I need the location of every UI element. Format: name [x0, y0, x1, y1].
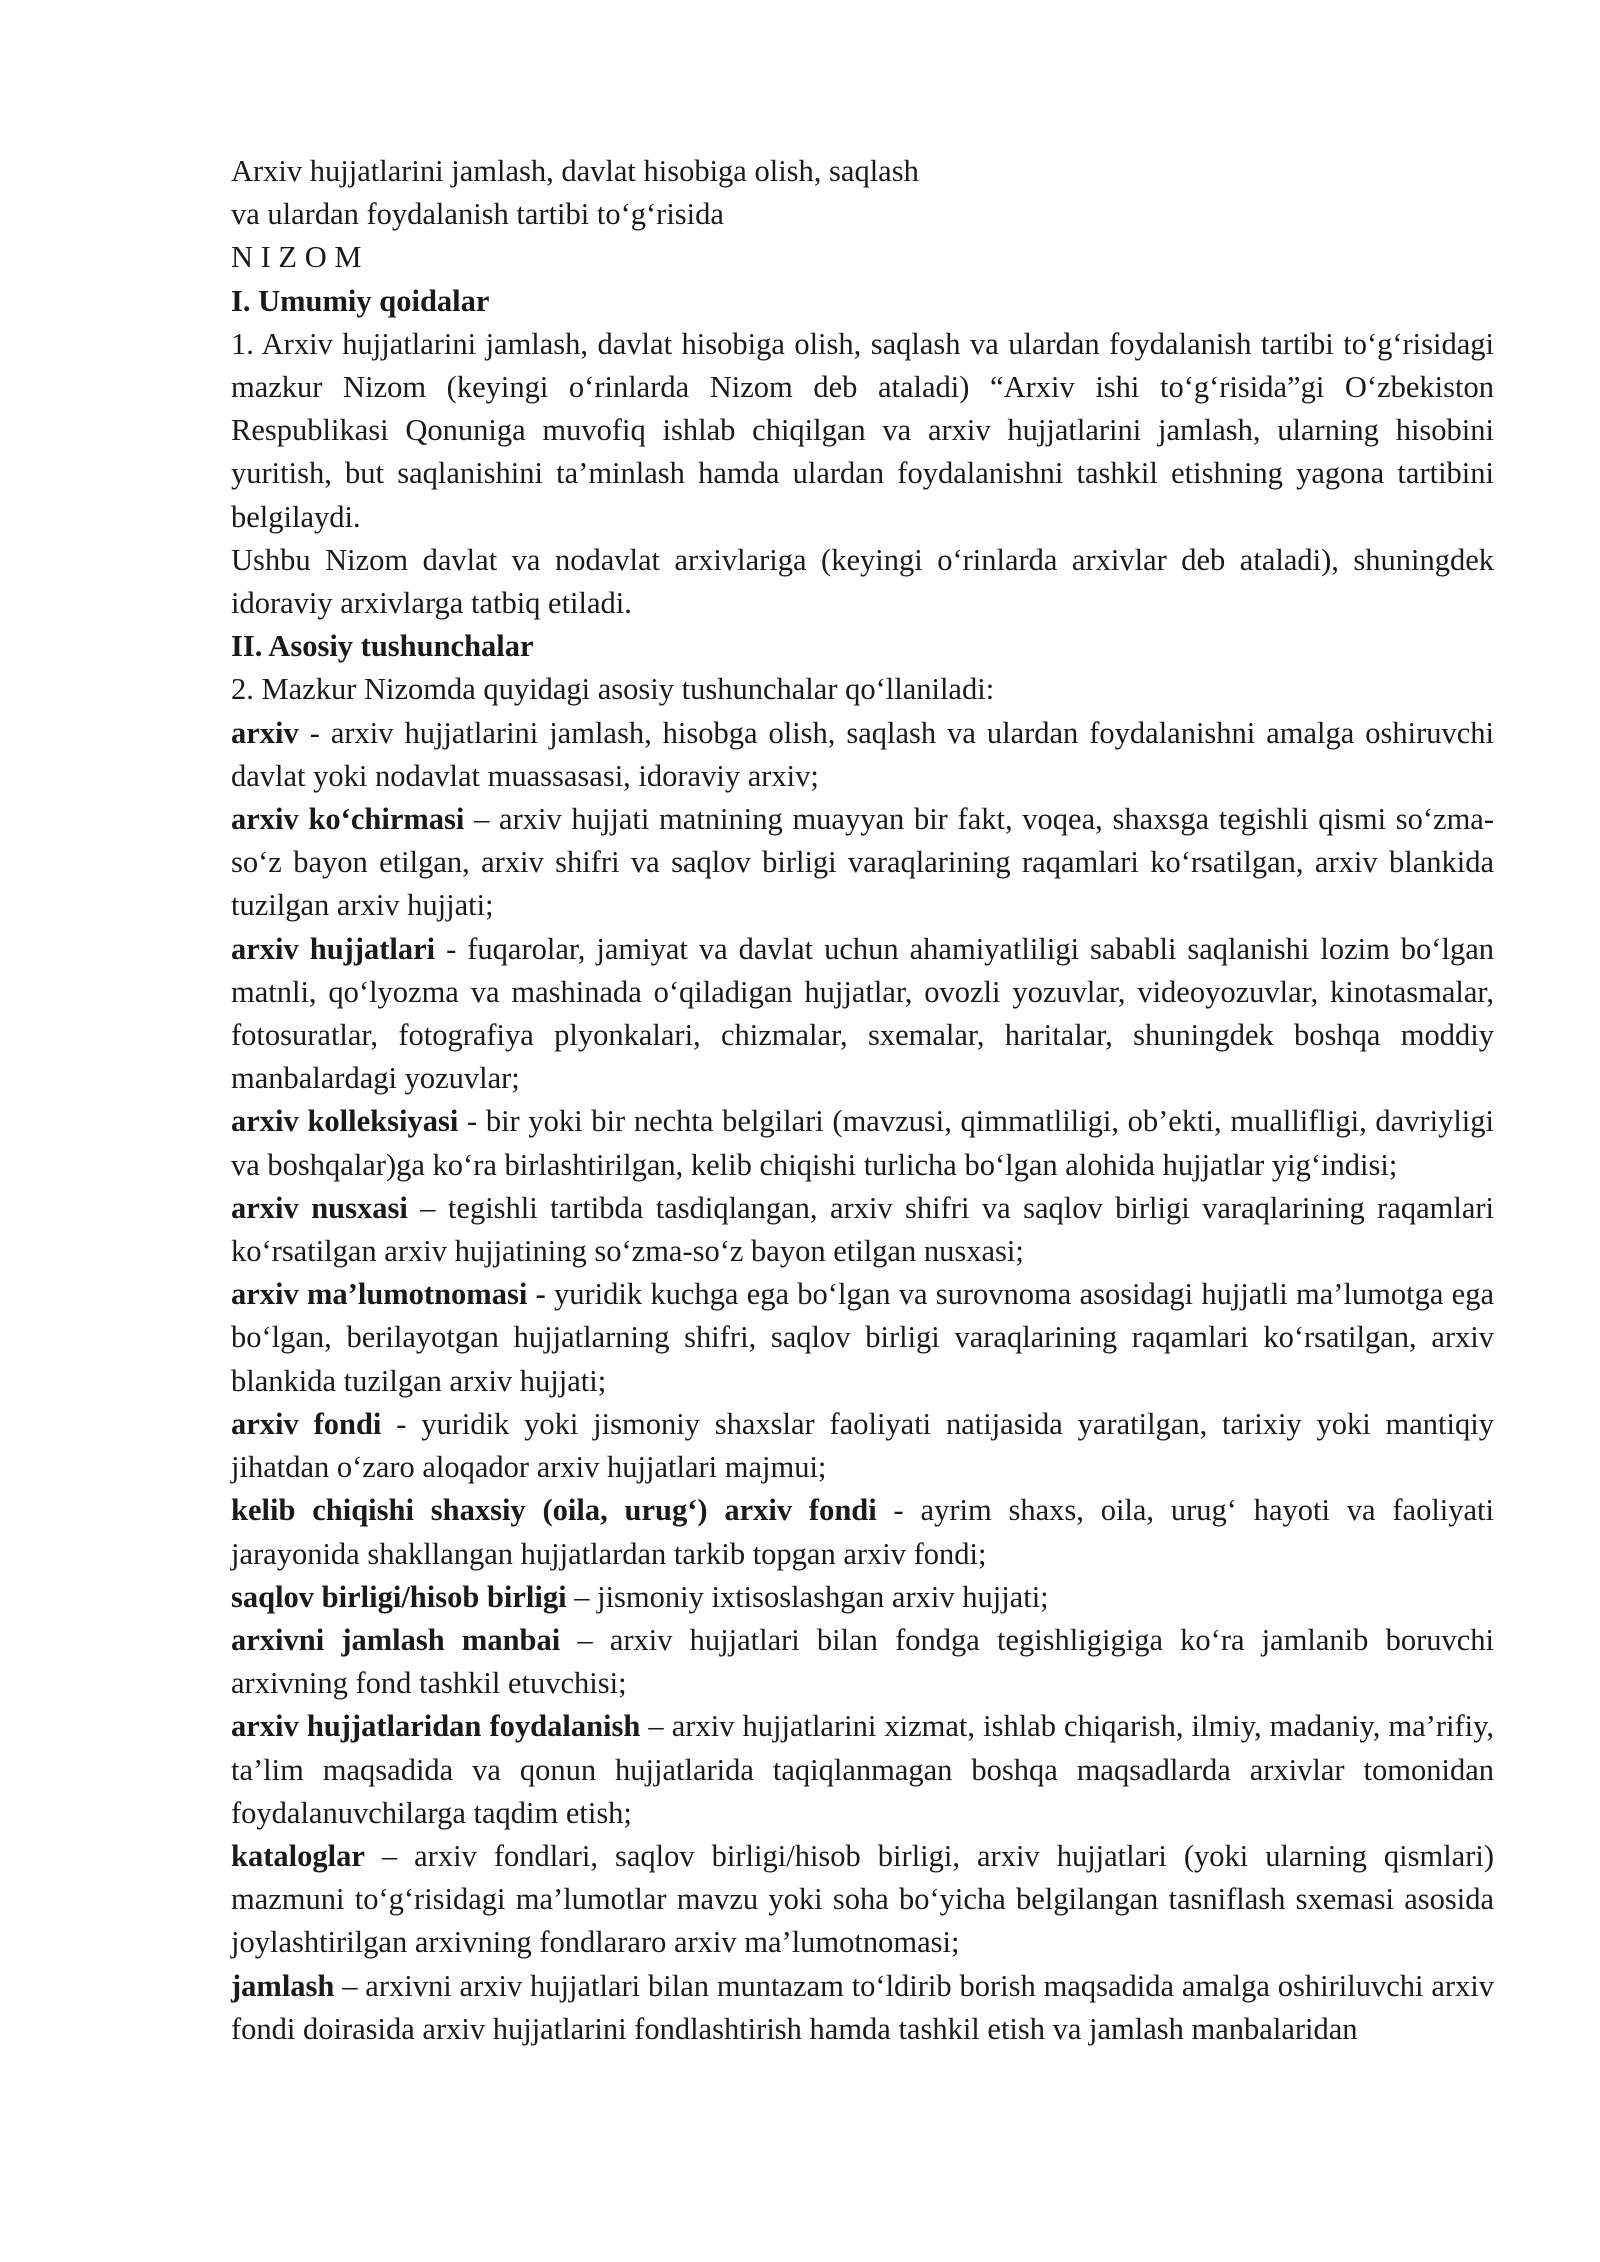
definition-item [231, 1619, 1494, 1705]
definition-item [231, 798, 1494, 928]
title-line-1: Arxiv hujjatlarini jamlash, davlat hisobiga olish, saqlash [231, 154, 919, 188]
definition-item [231, 1705, 1494, 1835]
definition-term: arxiv fondi [231, 1406, 382, 1441]
paragraph-1: 1. Arxiv hujjatlarini jamlash, davlat hisobiga olish, saqlash va ulardan foydalanish tartibi to‘g‘risidagi mazkur Nizom (keyingi o‘rinlarda Nizom deb ataladi) “Arxiv ishi to‘g‘risida”gi O‘zbekiston Respublikasi Qonuniga muvofiq ishlab chiqilgan va arxiv hujjatlarini jamlash, ularning hisobini yuritish, but saqlanishini ta’minlash hamda ulardan foydalanishni tashkil etishning yagona tartibini belgilaydi. [231, 326, 1494, 534]
definition-term: arxiv ko‘chirmasi [231, 802, 465, 837]
definition-text: – tegishli tartibda tasdiqlangan, arxiv shifri va saqlov birligi varaqlarining raqamlari ko‘rsatilgan arxiv hujjatining so‘zma-so‘z bayon etilgan nusxasi; [231, 1190, 1494, 1269]
definition-item [231, 1965, 1494, 2051]
definition-text: – arxiv fondlari, saqlov birligi/hisob birligi, arxiv hujjatlari (yoki ularning qismlari) mazmuni to‘g‘risidagi ma’lumotlar mavzu yoki soha bo‘yicha belgilangan tasniflash sxemasi asosida joylashtirilgan arxivning fondlararo arxiv ma’lumotnomasi; [231, 1838, 1494, 1960]
definition-term: arxiv hujjatlaridan foydalanish [231, 1709, 641, 1744]
definition-text: - arxiv hujjatlarini jamlash, hisobga olish, saqlash va ulardan foydalanishni amalga oshiruvchi davlat yoki nodavlat muassasasi, idoraviy arxiv; [231, 715, 1494, 793]
section-1-heading: I. Umumiy qoidalar [231, 283, 490, 318]
definition-term: jamlash [231, 1968, 335, 2003]
definition-text: – arxiv hujjatlarini xizmat, ishlab chiqarish, ilmiy, madaniy, ma’rifiy, ta’lim maqsadida va qonun hujjatlarida taqiqlanmagan boshqa maqsadlarda arxivlar tomonidan foydalanuvchilarga taqdim etish; [231, 1709, 1494, 1830]
definition-term: arxiv nusxasi [231, 1190, 408, 1225]
definition-term: arxiv ma’lumotnomasi - [231, 1277, 546, 1312]
definition-item [231, 1489, 1494, 1575]
definition-item [231, 928, 1494, 1101]
definition-item [231, 1403, 1494, 1489]
definition-item [231, 1273, 1494, 1403]
definition-text: – arxivni arxiv hujjatlari bilan muntazam to‘ldirib borish maqsadida amalga oshiriluvchi arxiv fondi doirasida arxiv hujjatlarini fondlashtirish hamda tashkil etish va jamlash manbalaridan [231, 1968, 1494, 2046]
definition-term: arxiv [231, 715, 299, 750]
definition-text: yuridik kuchga ega bo‘lgan va surovnoma asosidagi hujjatli ma’lumotga ega bo‘lgan, berilayotgan hujjatlarning shifri, saqlov birligi varaqlarining raqamlari ko‘rsatilgan, arxiv blankida tuzilgan arxiv hujjati; [231, 1277, 1494, 1398]
definition-text: - bir yoki bir nechta belgilari (mavzusi, qimmatliligi, ob’ekti, muallifligi, davriyligi va boshqalar)ga ko‘ra birlashtirilgan, kelib chiqishi turlicha bo‘lgan alohida hujjatlar yig‘indisi; [231, 1104, 1495, 1182]
definition-term: kelib chiqishi shaxsiy (oila, urug‘) arxiv fondi [231, 1493, 877, 1528]
definition-text: - fuqarolar, jamiyat va davlat uchun ahamiyatliligi sababli saqlanishi lozim bo‘lgan matnli, qo‘lyozma va mashinada o‘qiladigan hujjatlar, ovozli yozuvlar, videoyozuvlar, kinotasmalar, fotosuratlar, fotografiya plyonkalari, chizmalar, sxemalar, haritalar, shuningdek boshqa moddiy manbalardagi yozuvlar; [231, 931, 1494, 1096]
definitions-intro: 2. Mazkur Nizomda quyidagi asosiy tushunchalar qo‘llaniladi: [231, 672, 995, 707]
definitions-list [231, 712, 1494, 2051]
section-2-heading: II. Asosiy tushunchalar [231, 629, 534, 664]
definition-item [231, 712, 1494, 798]
definition-term: arxivni jamlash manbai [231, 1622, 561, 1657]
definition-item [231, 1835, 1494, 1965]
title-nizom: N I Z O M [231, 240, 362, 275]
definition-term: arxiv kolleksiyasi [231, 1104, 459, 1139]
title-line-2: va ulardan foydalanish tartibi to‘g‘risida [231, 197, 724, 232]
definition-text: – jismoniy ixtisoslashgan arxiv hujjati; [566, 1579, 1049, 1614]
paragraph-2: Ushbu Nizom davlat va nodavlat arxivlariga (keyingi o‘rinlarda arxivlar deb ataladi), shuningdek idoraviy arxivlarga tatbiq etiladi. [231, 542, 1494, 621]
definition-term: kataloglar [231, 1838, 365, 1873]
definition-item [231, 1576, 1494, 1619]
definition-text: – arxiv hujjati matnining muayyan bir fakt, voqea, shaxsga tegishli qismi so‘zma-so‘z bayon etilgan, arxiv shifri va saqlov birligi varaqlarining raqamlari ko‘rsatilgan, arxiv blankida tuzilgan arxiv hujjati; [231, 802, 1494, 923]
definition-term: saqlov birligi/hisob birligi [231, 1579, 567, 1614]
definition-text: – arxiv hujjatlari bilan fondga tegishligigiga ko‘ra jamlanib boruvchi arxivning fond tashkil etuvchisi; [231, 1622, 1494, 1701]
definition-term: arxiv hujjatlari [231, 931, 436, 966]
definition-item [231, 1187, 1494, 1273]
definition-item [231, 1100, 1494, 1186]
definition-text: - ayrim shaxs, oila, urug‘ hayoti va faoliyati jarayonida shakllangan hujjatlardan tarkib topgan arxiv fondi; [231, 1493, 1495, 1571]
definition-text: - yuridik yoki jismoniy shaxslar faoliyati natijasida yaratilgan, tarixiy yoki mantiqiy jihatdan o‘zaro aloqador arxiv hujjatlari majmui; [231, 1406, 1494, 1485]
